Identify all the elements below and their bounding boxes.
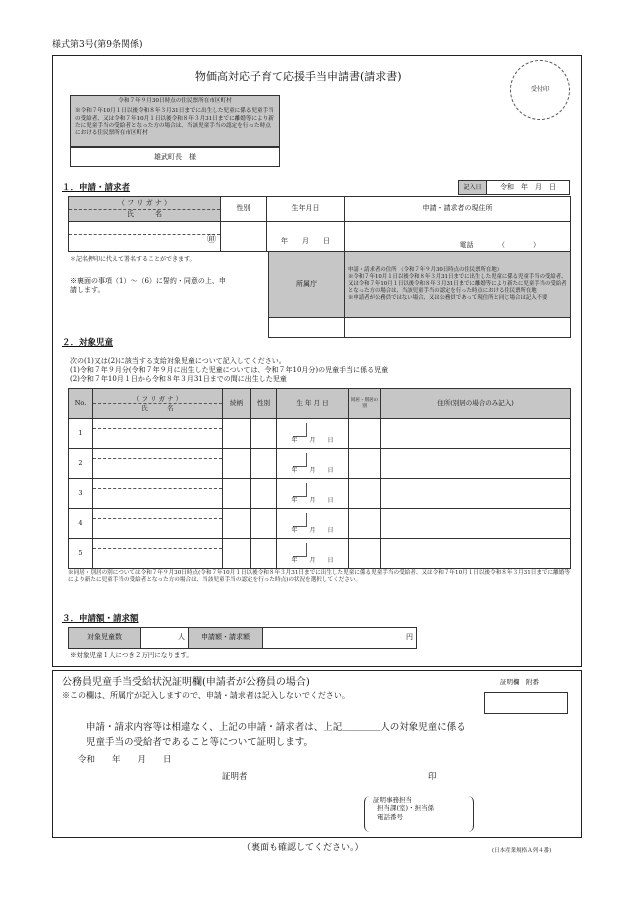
child-gender-input[interactable] xyxy=(251,539,277,569)
child-gender-input[interactable] xyxy=(251,479,277,509)
reception-stamp-label: 受付印 xyxy=(530,86,549,94)
table-row xyxy=(69,419,571,449)
table-row xyxy=(69,449,571,479)
row-number: 1 xyxy=(69,419,93,449)
section3-title: ３．申請額・請求額 xyxy=(62,614,139,624)
children-table xyxy=(68,388,571,569)
relation-input[interactable] xyxy=(223,449,251,479)
footer-note: （裏面も確認してください。） xyxy=(242,843,364,853)
contact-line: 担当課(室)・担当係 xyxy=(377,804,435,813)
cert-number-label: 証明欄 附番 xyxy=(500,678,539,686)
address-input[interactable]: 電話 （ ） xyxy=(345,222,571,252)
resident-note: 申請・請求者の住所 （令和７年９月30日時点の住民票所在地） ※令和７年10月１日以後令和８年３月31日までに出生した児童に係る児童手当の受給者、又は令和７年10月１日以後令和８年３月31日までに離婚等により新たに児童手当の受給者となった方の場合は、当該児童手当の認定を行った時点における住民票所在地 ※申請者が公務員ではない場合、又は公務員であって現住所と同じ場合は記入不要 xyxy=(345,252,571,318)
child-address-input[interactable] xyxy=(381,509,571,539)
child-birth-input[interactable]: 年 月 日 xyxy=(291,466,334,474)
count-input[interactable]: 人 xyxy=(141,628,189,649)
cert-body-2: 児童手当の受給者であること等について証明します。 xyxy=(86,737,314,748)
relation-input[interactable] xyxy=(223,419,251,449)
date-label: 記入日 xyxy=(459,181,487,195)
child-birth-input[interactable]: 年 月 日 xyxy=(291,436,334,444)
amount-input[interactable]: 円 xyxy=(263,628,417,649)
relation-input[interactable] xyxy=(223,509,251,539)
section2-intro xyxy=(70,357,388,384)
child-address-input[interactable] xyxy=(381,539,571,569)
contact-line: 証明事務担当 xyxy=(373,796,412,804)
child-birth-input[interactable]: 年 月 日 xyxy=(291,496,334,504)
living-input[interactable] xyxy=(349,449,381,479)
child-address-header: 住所(別居の場合のみ記入) xyxy=(381,389,571,419)
section1-title: １．申請・請求者 xyxy=(62,183,131,193)
intro-line: 次の(1)又は(2)に該当する支給対象児童について記入してください。 xyxy=(70,357,286,365)
date-table xyxy=(458,180,570,195)
cert-date[interactable]: 令和 年 月 日 xyxy=(78,755,172,765)
children-footnote: ※同居・別居の別については令和７年９月30日時点(令和７年10月１日以後令和８年３月31日までに出生した児童に係る児童手当の受給者、又は令和７年10月１日以後令和８年３月31日までに離婚等により新たに児童手当の受給者となった方の場合は、当該児童手当の認定を行った時点)の状況を選択してください。 xyxy=(68,570,570,584)
date-field[interactable]: 令和 年 月 日 xyxy=(487,181,570,195)
certifier-seal: 印 xyxy=(428,772,437,782)
child-furigana-input[interactable] xyxy=(93,420,222,429)
child-address-input[interactable] xyxy=(381,419,571,449)
child-name-input[interactable] xyxy=(93,519,222,538)
cert-number-input[interactable] xyxy=(484,692,568,714)
child-name-input[interactable] xyxy=(93,429,222,448)
table-row xyxy=(69,539,571,569)
relation-input[interactable] xyxy=(223,539,251,569)
living-input[interactable] xyxy=(349,539,381,569)
amount-note: ※対象児童１人につき２万円になります。 xyxy=(70,651,193,659)
page-title: 物価高対応子育て応援手当申請書(請求書) xyxy=(195,70,402,83)
row-number: 4 xyxy=(69,509,93,539)
living-input[interactable] xyxy=(349,419,381,449)
name-label: 氏 名 xyxy=(127,209,162,218)
child-furigana-input[interactable] xyxy=(93,540,222,549)
cert-note: ※この欄は、所属庁が記入しますので、申請・請求者は記入しないでください。 xyxy=(62,691,350,700)
child-name-input[interactable] xyxy=(93,549,222,568)
child-furigana-input[interactable] xyxy=(93,450,222,459)
row-number: 5 xyxy=(69,539,93,569)
contact-box xyxy=(364,796,474,832)
paper-size: (日本産業規格Ａ列４番) xyxy=(492,848,552,854)
child-birth-header: 生 年 月 日 xyxy=(277,389,349,419)
affiliation-label: 所属庁 xyxy=(269,252,345,318)
amount-label: 申請額・請求額 xyxy=(189,628,263,649)
certificate-title: 公務員児童手当受給状況証明欄(申請者が公務員の場合) xyxy=(62,677,310,688)
child-furigana-input[interactable] xyxy=(93,510,222,519)
birth-header: 生年月日 xyxy=(267,197,345,222)
intro-line: (2)令和７年10月１日から令和８年３月31日までの間に出生した児童 xyxy=(70,375,287,384)
living-input[interactable] xyxy=(349,509,381,539)
contact-line: 電話番号 xyxy=(377,812,403,821)
affiliation-table xyxy=(268,251,571,338)
no-header: No. xyxy=(69,389,93,419)
reception-stamp-circle xyxy=(510,60,570,120)
child-gender-input[interactable] xyxy=(251,449,277,479)
sign-note: ＊記名押印に代えて署名することができます。 xyxy=(70,256,196,263)
child-name-input[interactable] xyxy=(93,459,222,478)
applicant-table xyxy=(68,196,571,252)
child-name-input[interactable] xyxy=(93,489,222,508)
recipient-box xyxy=(70,147,280,167)
child-gender-header: 性別 xyxy=(251,389,277,419)
row-number: 2 xyxy=(69,449,93,479)
recipient: 雄武町長 様 xyxy=(154,153,196,161)
child-gender-input[interactable] xyxy=(251,419,277,449)
row-number: 3 xyxy=(69,479,93,509)
count-label: 対象児童数 xyxy=(69,628,141,649)
address-header: 申請・請求者の現住所 xyxy=(345,197,571,222)
child-name-header: 氏 名 xyxy=(141,404,174,412)
certifier-label: 証明者 xyxy=(222,772,248,782)
child-address-input[interactable] xyxy=(381,479,571,509)
address-box xyxy=(70,95,280,147)
intro-line: (1)令和７年９月分(令和７年９月に出生した児童については、令和７年10月分)の児童手当に係る児童 xyxy=(70,366,389,375)
furigana-label: （ フ リ ガ ナ ） xyxy=(69,199,220,209)
pledge-text: ※裏面の事項（1）～（6）に誓約・同意の上、申請します。 xyxy=(70,277,226,295)
gender-input[interactable] xyxy=(221,222,267,252)
table-row xyxy=(69,509,571,539)
table-row xyxy=(69,479,571,509)
child-gender-input[interactable] xyxy=(251,509,277,539)
section2-title: ２．対象児童 xyxy=(62,338,114,348)
seal-mark: ㊞ xyxy=(206,235,216,246)
relation-input[interactable] xyxy=(223,479,251,509)
furigana-input[interactable] xyxy=(69,226,220,235)
relation-header: 続柄 xyxy=(223,389,251,419)
child-furigana-input[interactable] xyxy=(93,480,222,489)
form-number: 様式第3号(第9条関係) xyxy=(52,40,143,50)
amount-table xyxy=(68,627,417,649)
birth-input[interactable]: 年 月 日 xyxy=(267,222,345,252)
child-birth-input[interactable]: 年 月 日 xyxy=(291,526,334,534)
living-input[interactable] xyxy=(349,479,381,509)
gender-header: 性別 xyxy=(221,197,267,222)
resident-address-input[interactable] xyxy=(345,318,571,338)
child-furigana-header: （ フ リ ガ ナ ） xyxy=(93,395,222,404)
address-box-note: ※令和７年10月１日以後令和８年３月31日までに出生した児童に係る児童手当の受給者、又は令和７年10月１日以後令和８年３月31日までに離婚等により新たに児童手当の受給者となった方の場合は、当該児童手当の認定を行った時点における住民票所在市区町村 xyxy=(75,108,274,137)
living-header: 同居・別居の別 xyxy=(349,389,381,419)
affiliation-input[interactable] xyxy=(269,318,345,338)
cert-body-1: 申請・請求内容等は相違なく、上記の申請・請求者は、上記＿＿＿＿人の対象児童に係る xyxy=(86,722,466,733)
address-box-heading: 令和７年９月30日時点の住民票所在市区町村 xyxy=(118,98,232,104)
child-birth-input[interactable]: 年 月 日 xyxy=(291,556,334,564)
child-address-input[interactable] xyxy=(381,449,571,479)
